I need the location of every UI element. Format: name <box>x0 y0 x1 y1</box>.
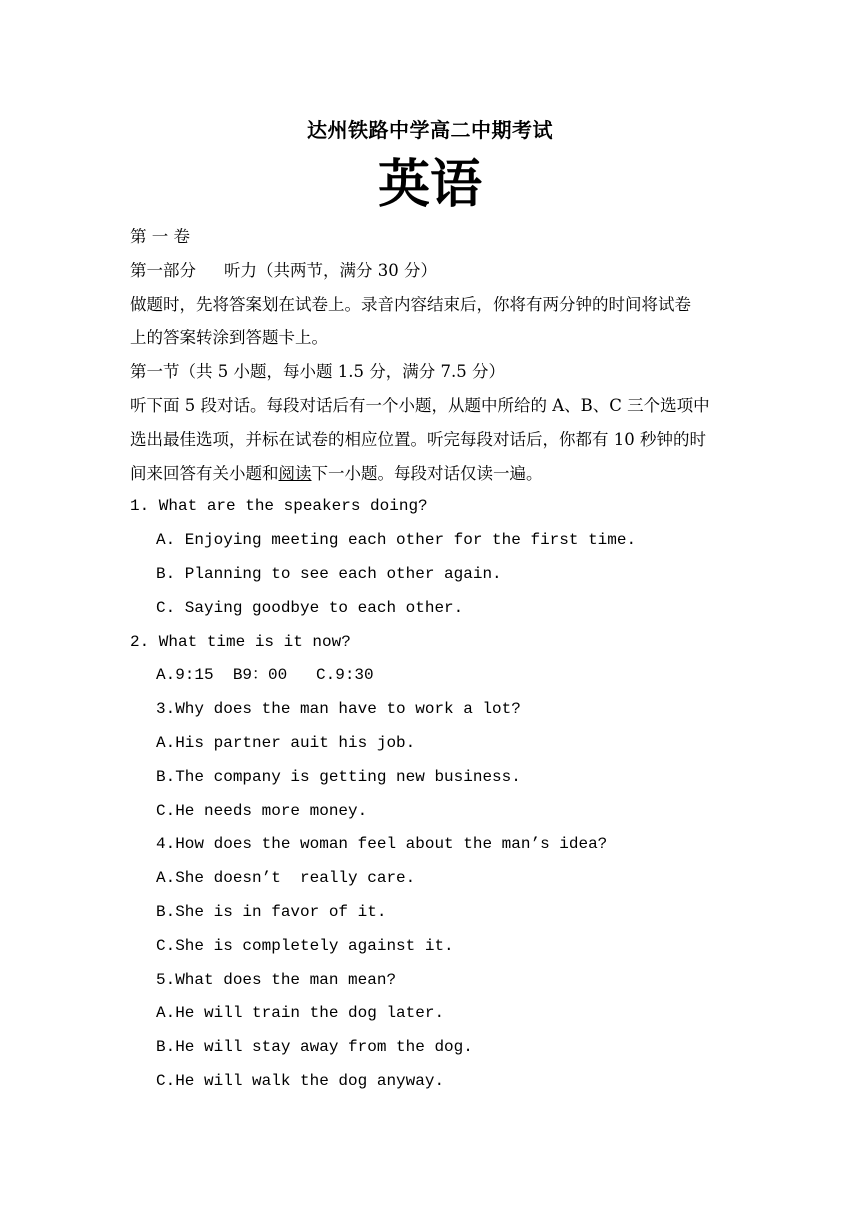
question-3-option-a: A.His partner auit his job. <box>156 733 416 752</box>
directions-text: 间来回答有关小题和 <box>130 463 279 483</box>
question-4-stem: 4.How does the woman feel about the man’s idea? <box>156 835 608 854</box>
question-4-option-c: C.She is completely against it. <box>156 936 454 955</box>
question-1-option-a: A. Enjoying meeting each other for the first time. <box>156 531 637 550</box>
question-5-option-b: B.He will stay away from the dog. <box>156 1038 473 1057</box>
directions-line-2: 选出最佳选项，并标在试卷的相应位置。听完每段对话后，你都有 10 秒钟的时 <box>130 429 706 449</box>
question-2-stem: 2. What time is it now? <box>130 632 351 651</box>
question-4-option-b: B.She is in favor of it. <box>156 902 387 921</box>
volume-heading: 第 一 卷 <box>130 227 190 246</box>
part-label: 第一部分 <box>130 260 196 280</box>
exam-title: 达州铁路中学高二中期考试 <box>307 118 553 142</box>
section-heading: 第一节（共 5 小题，每小题 1.5 分，满分 7.5 分） <box>130 362 505 382</box>
instruction-line-1: 做题时，先将答案划在试卷上。录音内容结束后，你将有两分钟的时间将试卷 <box>130 294 691 314</box>
question-5-option-c: C.He will walk the dog anyway. <box>156 1071 445 1090</box>
question-1-option-b: B. Planning to see each other again. <box>156 564 502 583</box>
part-heading <box>130 254 740 288</box>
question-5-stem: 5.What does the man mean? <box>156 970 397 989</box>
directions-line-3 <box>130 457 740 491</box>
exam-content <box>130 220 740 1099</box>
question-1-option-c: C. Saying goodbye to each other. <box>156 598 464 617</box>
question-3-stem: 3.Why does the man have to work a lot? <box>156 700 521 719</box>
question-1-stem: 1. What are the speakers doing? <box>130 497 428 516</box>
subject-title: 英语 <box>377 154 482 215</box>
directions-underlined-text: 阅读 <box>278 463 312 483</box>
question-3-option-c: C.He needs more money. <box>156 801 368 820</box>
question-2-options: A.9:15 B9：00 C.9:30 <box>156 666 374 685</box>
part-title: 听力（共两节，满分 30 分） <box>224 260 437 280</box>
question-4-option-a: A.She doesn’t really care. <box>156 869 416 888</box>
directions-line-1: 听下面 5 段对话。每段对话后有一个小题，从题中所给的 A、B、C 三个选项中 <box>130 395 710 415</box>
question-3-option-b: B.The company is getting new business. <box>156 767 521 786</box>
instruction-line-2: 上的答案转涂到答题卡上。 <box>130 328 328 348</box>
question-5-option-a: A.He will train the dog later. <box>156 1004 445 1023</box>
directions-text: 下一小题。每段对话仅读一遍。 <box>311 463 543 483</box>
